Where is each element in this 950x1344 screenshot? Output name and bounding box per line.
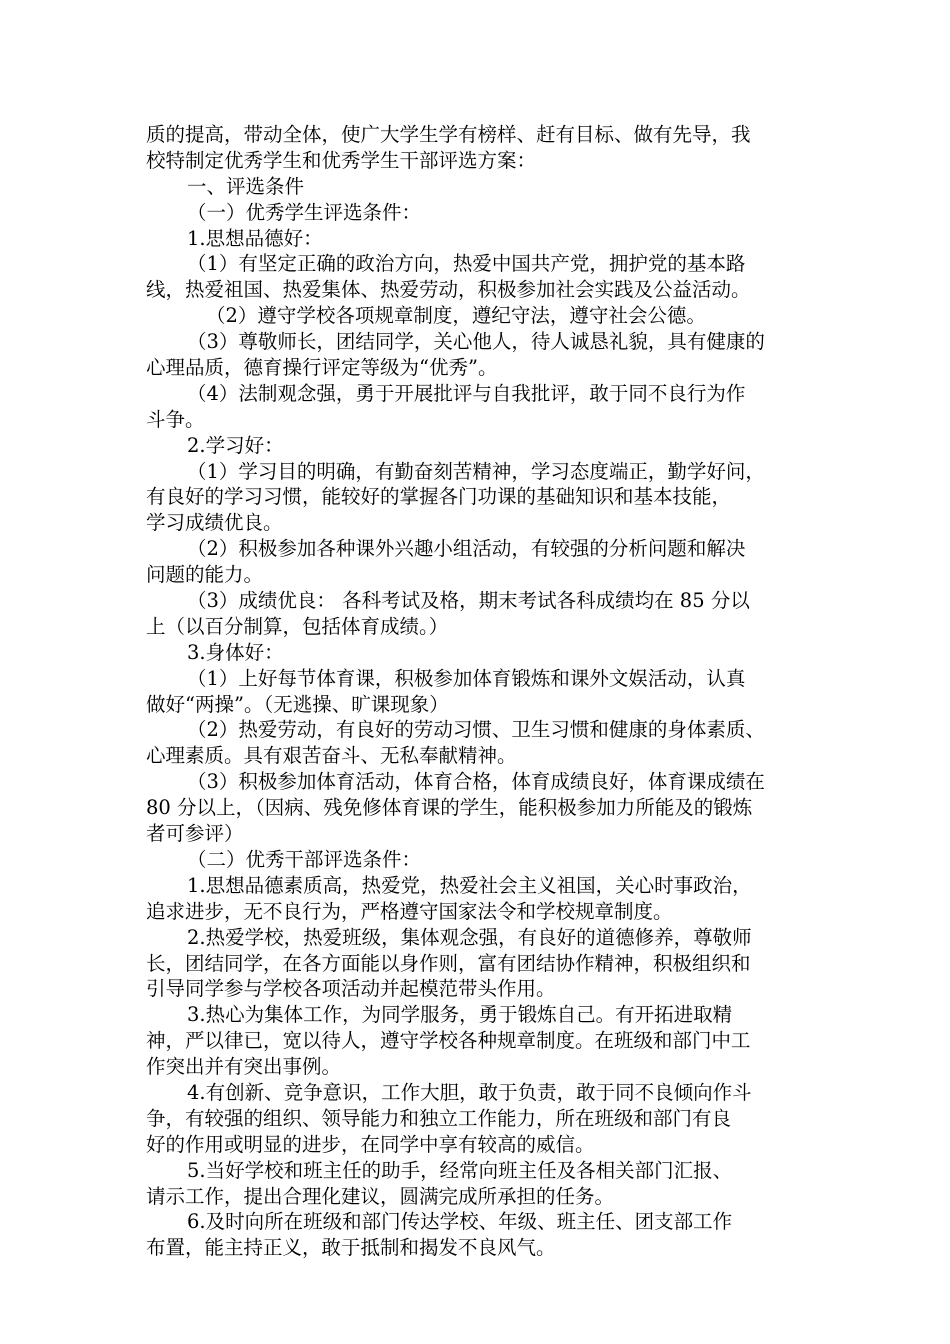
text-line: （2）热爱劳动，有良好的劳动习惯、卫生习惯和健康的身体素质、 <box>187 718 765 742</box>
text-line: 布置，能主持正义，敢于抵制和揭发不良风气。 <box>146 1236 556 1260</box>
text-line: 5.当好学校和班主任的助手，经常向班主任及各相关部门汇报、 <box>187 1158 733 1182</box>
item-heading: 1.思想品德好： <box>187 226 323 250</box>
text-line: 有良好的学习习惯，能较好的掌握各门功课的基础知识和基本技能， <box>146 485 732 509</box>
text-line: 追求进步，无不良行为，严格遵守国家法令和学校规章制度。 <box>146 899 673 923</box>
document-body <box>146 122 810 1261</box>
text-line: （2）积极参加各种课外兴趣小组活动，有较强的分析问题和解决 <box>187 537 746 561</box>
text-line: 请示工作，提出合理化建议，圆满完成所承担的任务。 <box>146 1184 615 1208</box>
text-line: 质的提高，带动全体，使广大学生学有榜样、赶有目标、做有先导，我 <box>146 123 751 146</box>
text-line: 2.热爱学校，热爱班级，集体观念强，有良好的道德修养，尊敬师 <box>187 925 752 949</box>
text-line: （1）学习目的明确，有勤奋刻苦精神，学习态度端正，勤学好问， <box>187 459 765 483</box>
text-line: 争，有较强的组织、领导能力和独立工作能力，所在班级和部门有良 <box>146 1106 732 1130</box>
section-heading: 一、评选条件 <box>187 174 305 198</box>
text-line: 做好“两操”。（无逃操、旷课现象） <box>146 692 449 716</box>
text-line: （1）有坚定正确的政治方向，热爱中国共产党，拥护党的基本路 <box>187 252 746 276</box>
text-line: 80 分以上，（因病、残免修体育课的学生，能积极参加力所能及的锻炼 <box>146 796 753 820</box>
text-line: 心理品质，德育操行评定等级为“优秀”。 <box>146 356 498 380</box>
text-line: 问题的能力。 <box>146 563 264 587</box>
text-line: 3.热心为集体工作，为同学服务，勇于锻炼自己。有开拓进取精 <box>187 1003 733 1027</box>
text-line: 学习成绩优良。 <box>146 511 283 535</box>
text-line: 校特制定优秀学生和优秀学生干部评选方案： <box>146 148 537 172</box>
text-line: 斗争。 <box>146 407 205 431</box>
text-line: 4.有创新、竞争意识，工作大胆，敢于负责，敢于同不良倾向作斗 <box>187 1080 752 1104</box>
text-line: 好的作用或明显的进步，在同学中享有较高的威信。 <box>146 1132 595 1156</box>
text-line: 引导同学参与学校各项活动并起模范带头作用。 <box>146 977 556 1001</box>
text-line: 作突出并有突出事例。 <box>146 1055 342 1079</box>
text-line: （3）成绩优良： 各科考试及格，期末考试各科成绩均在 85 分以 <box>187 589 750 613</box>
text-line: （1）上好每节体育课，积极参加体育锻炼和课外文娱活动，认真 <box>187 666 746 690</box>
text-line: 1.思想品德素质高，热爱党，热爱社会主义祖国，关心时事政治， <box>187 873 752 897</box>
subsection-heading: （一）优秀学生评选条件： <box>187 200 422 224</box>
text-line: （3）积极参加体育活动，体育合格，体育成绩良好，体育课成绩在 <box>187 770 765 794</box>
text-line: 线，热爱祖国、热爱集体、热爱劳动，积极参加社会实践及公益活动。 <box>146 278 751 302</box>
text-line: 心理素质。具有艰苦奋斗、无私奉献精神。 <box>146 744 517 768</box>
subsection-heading: （二）优秀干部评选条件： <box>187 847 422 871</box>
text-line: 上（以百分制算，包括体育成绩。） <box>146 614 449 638</box>
text-line: 者可参评） <box>146 822 244 846</box>
text-line: （2）遵守学校各项规章制度，遵纪守法，遵守社会公德。 <box>206 304 706 328</box>
text-line: （3）尊敬师长，团结同学，关心他人，待人诚恳礼貌，具有健康的 <box>187 330 765 354</box>
text-line: 长，团结同学，在各方面能以身作则，富有团结协作精神，积极组织和 <box>146 951 751 975</box>
text-line: 6.及时向所在班级和部门传达学校、年级、班主任、团支部工作 <box>187 1210 733 1234</box>
item-heading: 2.学习好： <box>187 433 284 457</box>
text-line: 神，严以律已，宽以待人，遵守学校各种规章制度。在班级和部门中工 <box>146 1029 751 1053</box>
item-heading: 3.身体好： <box>187 640 284 664</box>
text-line: （4）法制观念强，勇于开展批评与自我批评，敢于同不良行为作 <box>187 381 746 405</box>
